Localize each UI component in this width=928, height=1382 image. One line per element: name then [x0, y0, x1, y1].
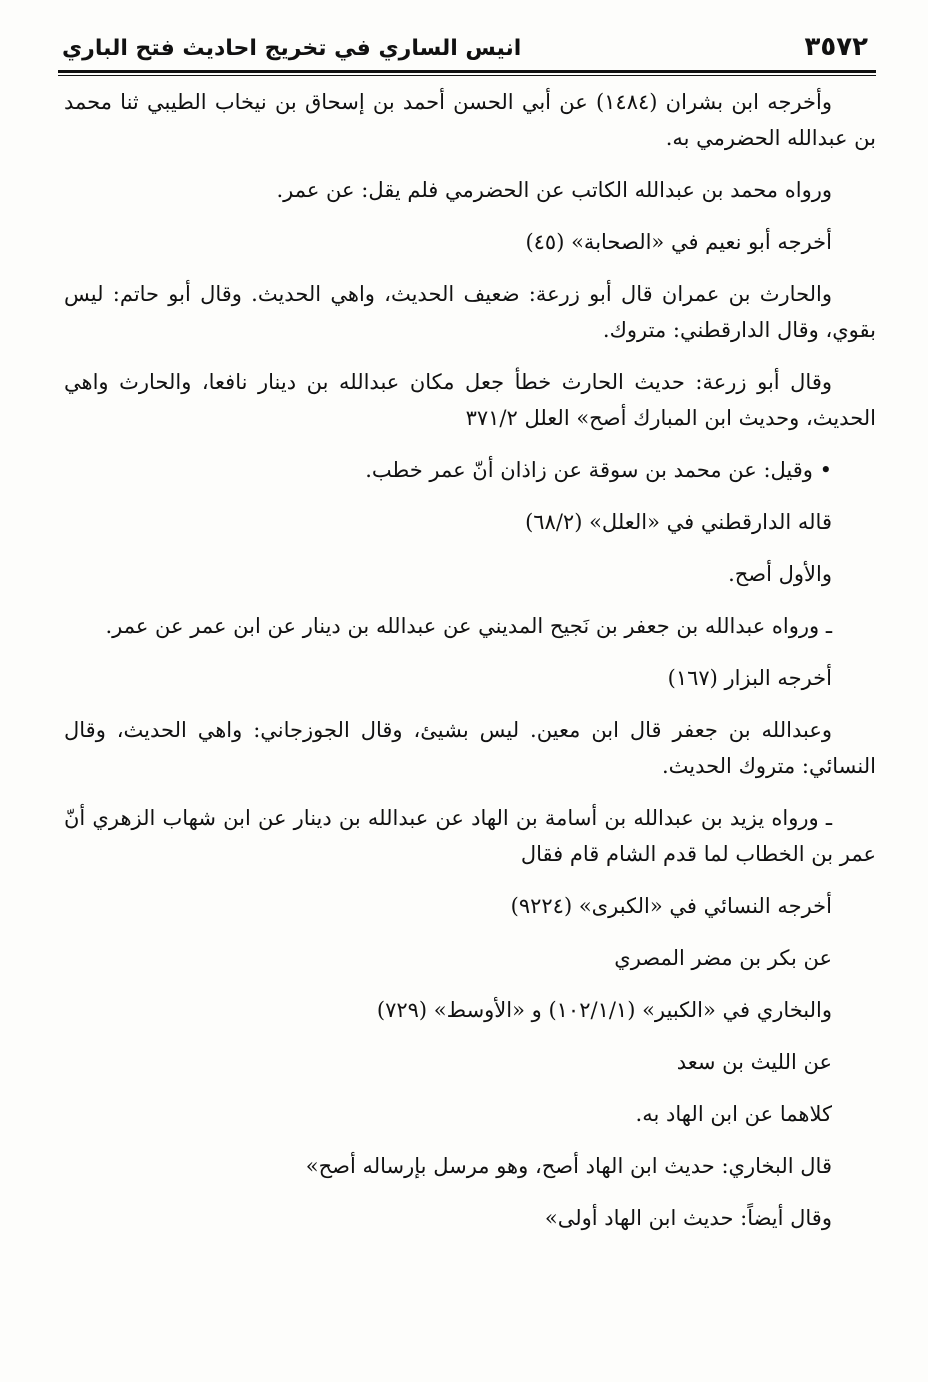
page-number: ٣٥٧٢ [804, 32, 868, 62]
paragraph: وقال أبو زرعة: حديث الحارث خطأ جعل مكان عبدالله بن دينار نافعا، والحارث واهي الحديث، وحديث ابن المبارك أصح» العلل ٣٧١/٢ [64, 370, 876, 430]
page-body [64, 84, 876, 1322]
paragraph: ورواه محمد بن عبدالله الكاتب عن الحضرمي فلم يقل: عن عمر. [276, 178, 832, 202]
header-rule-thin [58, 75, 876, 76]
paragraph: أخرجه أبو نعيم في «الصحابة» (٤٥) [525, 230, 832, 254]
paragraph: أخرجه النسائي في «الكبرى» (٩٢٢٤) [510, 894, 832, 918]
paragraph: وأخرجه ابن بشران (١٤٨٤) عن أبي الحسن أحمد بن إسحاق بن نيخاب الطيبي ثنا محمد بن عبدالله الحضرمي به. [64, 90, 876, 150]
paragraph: قال البخاري: حديث ابن الهاد أصح، وهو مرسل بإرساله أصح» [305, 1154, 832, 1178]
paragraph: وعبدالله بن جعفر قال ابن معين. ليس بشيئ، وقال الجوزجاني: واهي الحديث، وقال النسائي: متروك الحديث. [64, 718, 876, 778]
page-header [58, 30, 876, 70]
paragraph: ـ ورواه يزيد بن عبدالله بن أسامة بن الهاد عن عبدالله بن دينار عن ابن شهاب الزهري أنّ عمر بن الخطاب لما قدم الشام قام فقال [64, 806, 876, 866]
paragraph: ـ ورواه عبدالله بن جعفر بن نَجيح المديني عن عبدالله بن دينار عن ابن عمر عن عمر. [105, 614, 832, 638]
paragraph: والأول أصح. [728, 562, 832, 586]
paragraph: والبخاري في «الكبير» (١٠٢/١/١) و «الأوسط» (٧٢٩) [376, 998, 832, 1022]
running-title: انيس الساري في تخريج احاديث فتح الباري [62, 36, 522, 61]
paragraph: • وقيل: عن محمد بن سوقة عن زاذان أنّ عمر خطب. [365, 458, 832, 482]
paragraph: عن الليث بن سعد [676, 1050, 832, 1074]
paragraph: قاله الدارقطني في «العلل» (٦٨/٢) [525, 510, 832, 534]
header-rule-thick [58, 70, 876, 73]
paragraph: أخرجه البزار (١٦٧) [667, 666, 832, 690]
paragraph: والحارث بن عمران قال أبو زرعة: ضعيف الحديث، واهي الحديث. وقال أبو حاتم: ليس بقوي، وقال الدارقطني: متروك. [64, 282, 876, 342]
paragraph: عن بكر بن مضر المصري [614, 946, 832, 970]
paragraph: وقال أيضاً: حديث ابن الهاد أولى» [544, 1206, 832, 1230]
paragraph: كلاهما عن ابن الهاد به. [635, 1102, 832, 1126]
